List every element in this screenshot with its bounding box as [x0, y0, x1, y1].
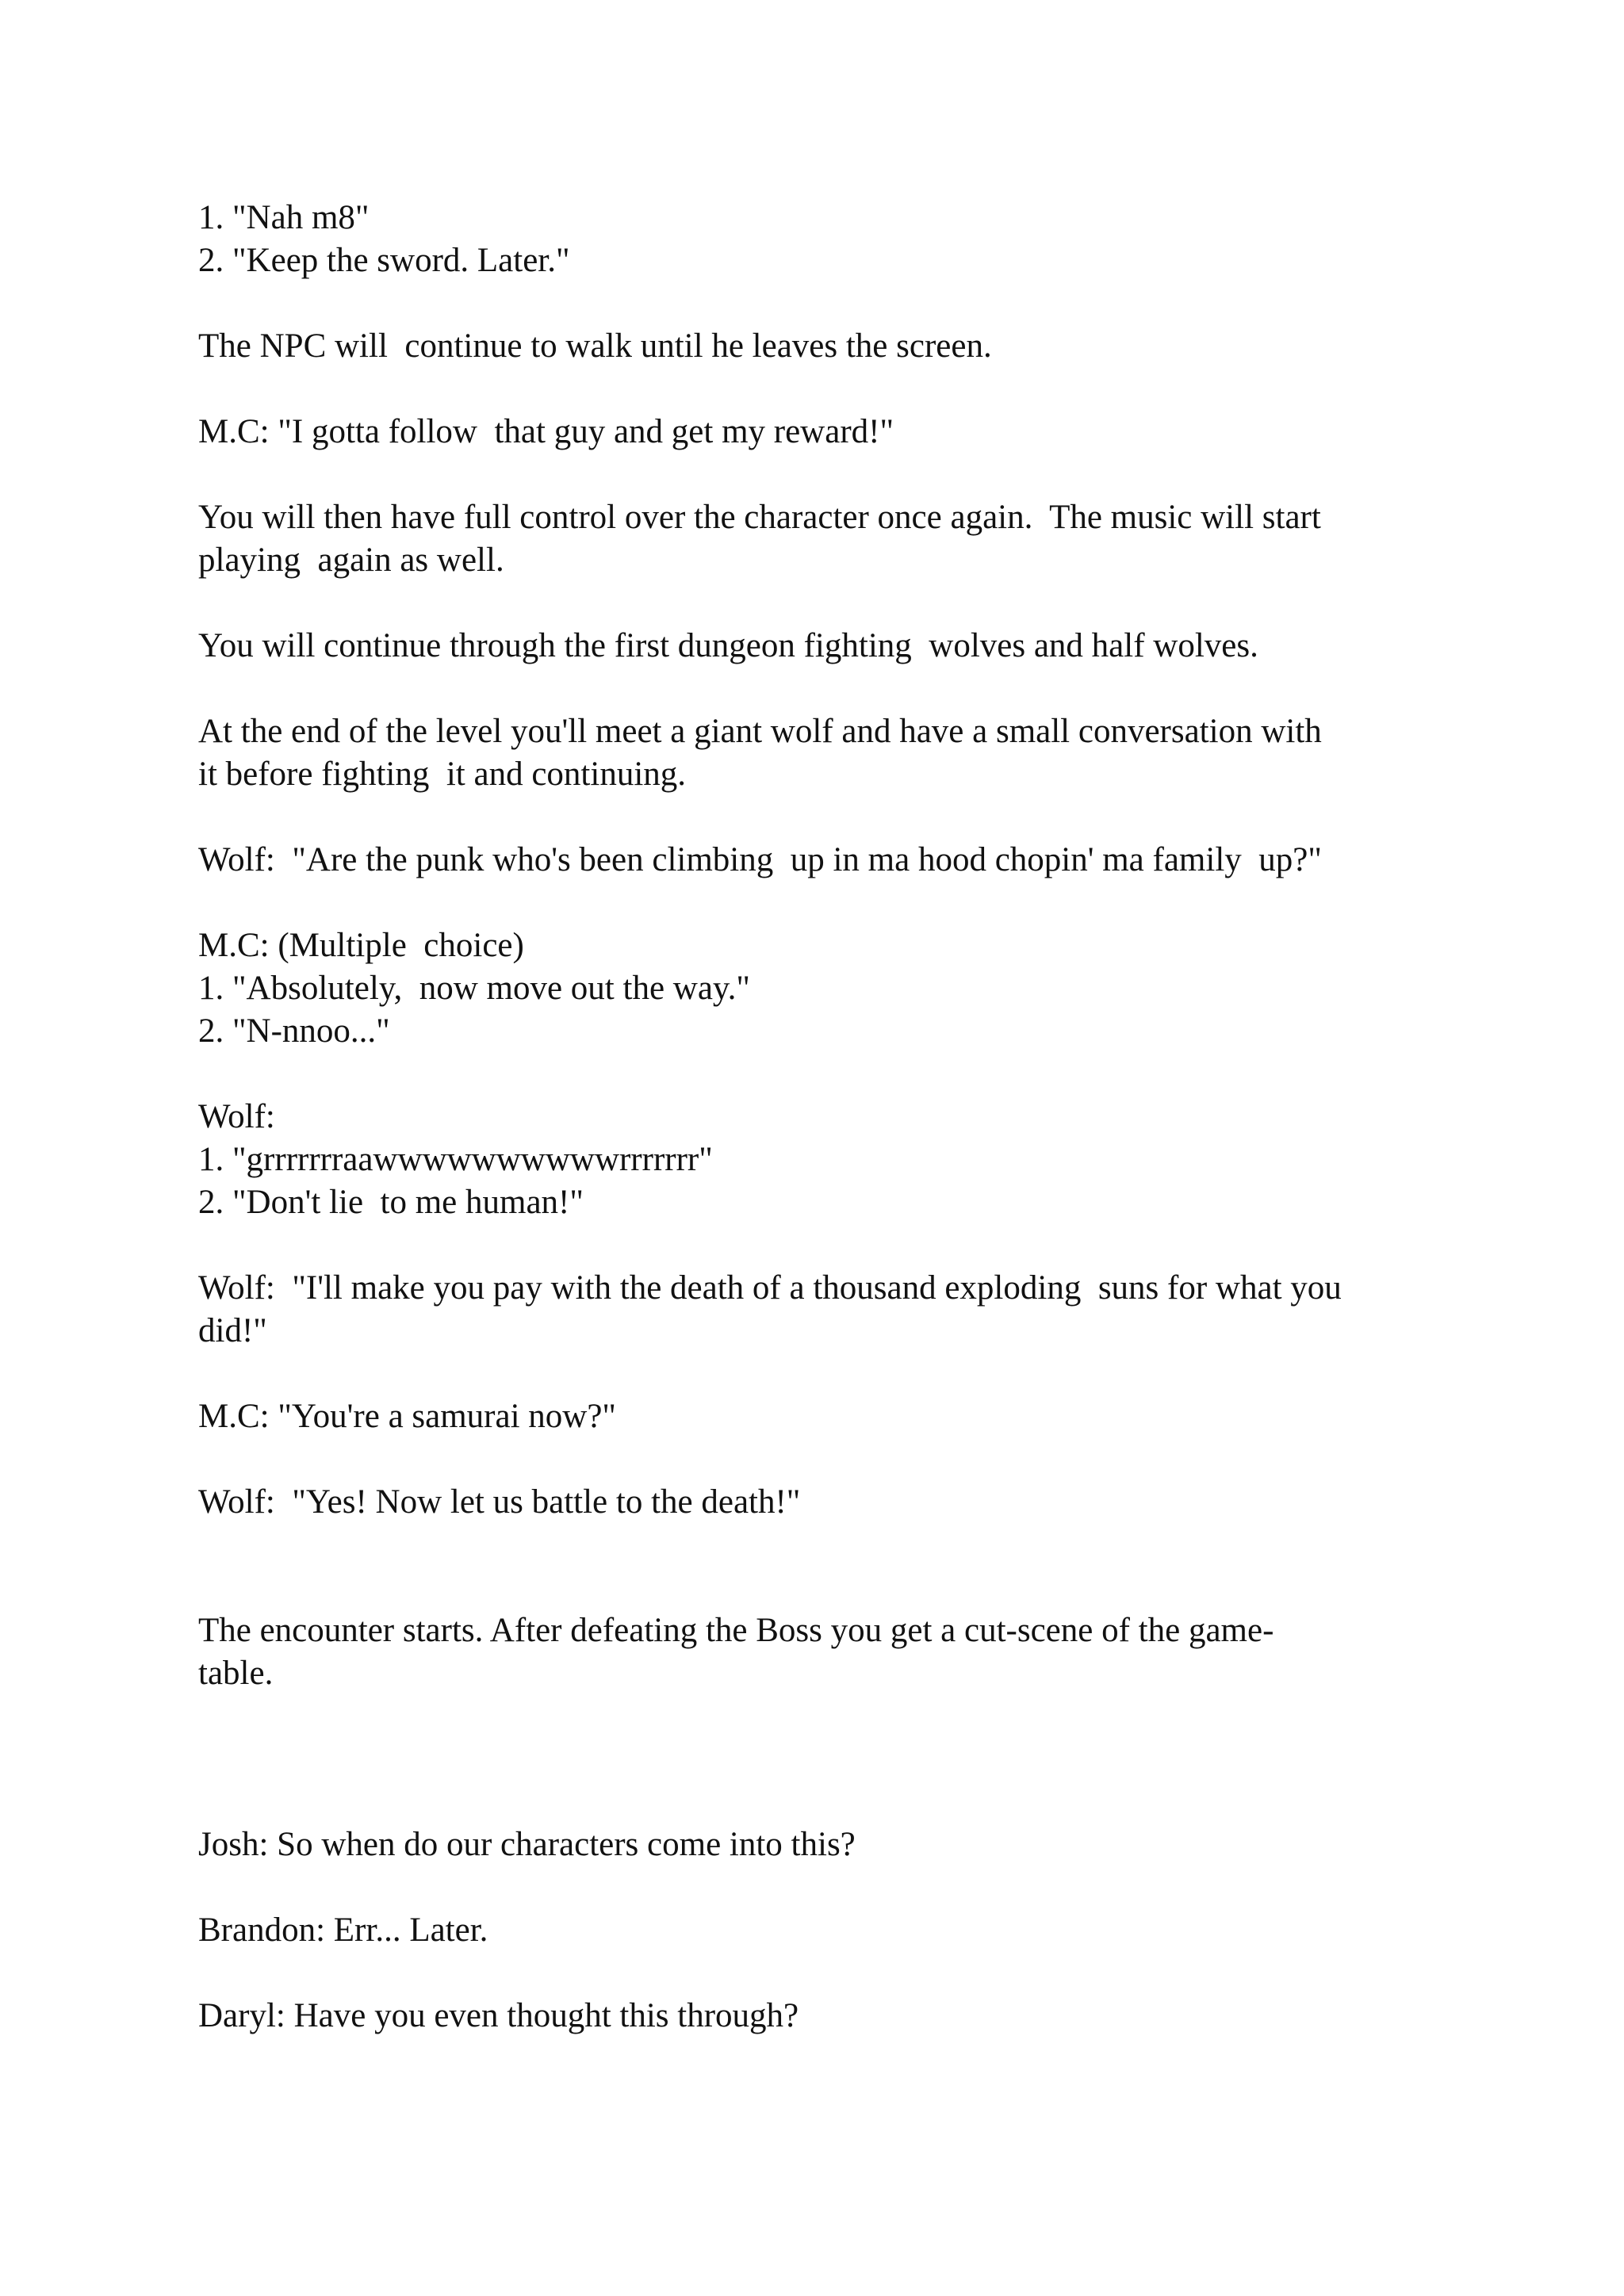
choice-list-wolf — [198, 1096, 1435, 1224]
text-line: You will continue through the first dungeon fighting wolves and half wolves. — [198, 627, 1258, 664]
choice-item: 2. "N-nnoo..." — [198, 1012, 390, 1050]
choice-list-mc — [198, 924, 1435, 1053]
choice-item: 2. "Don't lie to me human!" — [198, 1184, 584, 1221]
text-line: The encounter starts. After defeating the Boss you get a cut-scene of the game- — [198, 1612, 1274, 1649]
paragraph — [198, 496, 1435, 582]
paragraph — [198, 1609, 1435, 1695]
text-line: Josh: So when do our characters come into this? — [198, 1826, 856, 1863]
choice-item: 2. "Keep the sword. Later." — [198, 242, 570, 279]
paragraph — [198, 710, 1435, 796]
text-line: You will then have full control over the character once again. The music will start — [198, 499, 1321, 536]
dialogue-line — [198, 411, 1435, 453]
text-line: playing again as well. — [198, 541, 504, 579]
text-line: M.C: "You're a samurai now?" — [198, 1398, 616, 1435]
text-line: Daryl: Have you even thought this through? — [198, 1997, 799, 2034]
text-line: Wolf: "Yes! Now let us battle to the death!" — [198, 1483, 801, 1521]
dialogue-line — [198, 1395, 1435, 1438]
dialogue-line — [198, 1267, 1435, 1353]
choice-heading: M.C: (Multiple choice) — [198, 927, 524, 964]
text-line: At the end of the level you'll meet a giant wolf and have a small conversation with — [198, 713, 1322, 750]
choice-heading: Wolf: — [198, 1098, 275, 1135]
text-line: M.C: "I gotta follow that guy and get my reward!" — [198, 413, 894, 450]
text-line: table. — [198, 1655, 274, 1692]
choice-item: 1. "grrrrrrraawwwwwwwwwwrrrrrrr" — [198, 1141, 713, 1178]
text-line: did!" — [198, 1312, 267, 1349]
text-line: The NPC will continue to walk until he leaves the screen. — [198, 327, 992, 365]
text-line: Wolf: "Are the punk who's been climbing up in ma hood chopin' ma family up?" — [198, 841, 1322, 878]
paragraph — [198, 325, 1435, 368]
dialogue-line — [198, 1995, 1435, 2038]
dialogue-line — [198, 1823, 1435, 1866]
paragraph — [198, 625, 1435, 668]
document-body — [198, 197, 1435, 2038]
text-line: it before fighting it and continuing. — [198, 756, 687, 793]
choice-item: 1. "Nah m8" — [198, 199, 370, 236]
dialogue-line — [198, 839, 1435, 882]
choice-list-npc — [198, 197, 1435, 282]
text-line: Brandon: Err... Later. — [198, 1911, 488, 1949]
dialogue-line — [198, 1481, 1435, 1524]
choice-item: 1. "Absolutely, now move out the way." — [198, 970, 750, 1007]
text-line: Wolf: "I'll make you pay with the death of a thousand exploding suns for what you — [198, 1269, 1342, 1307]
dialogue-line — [198, 1909, 1435, 1952]
